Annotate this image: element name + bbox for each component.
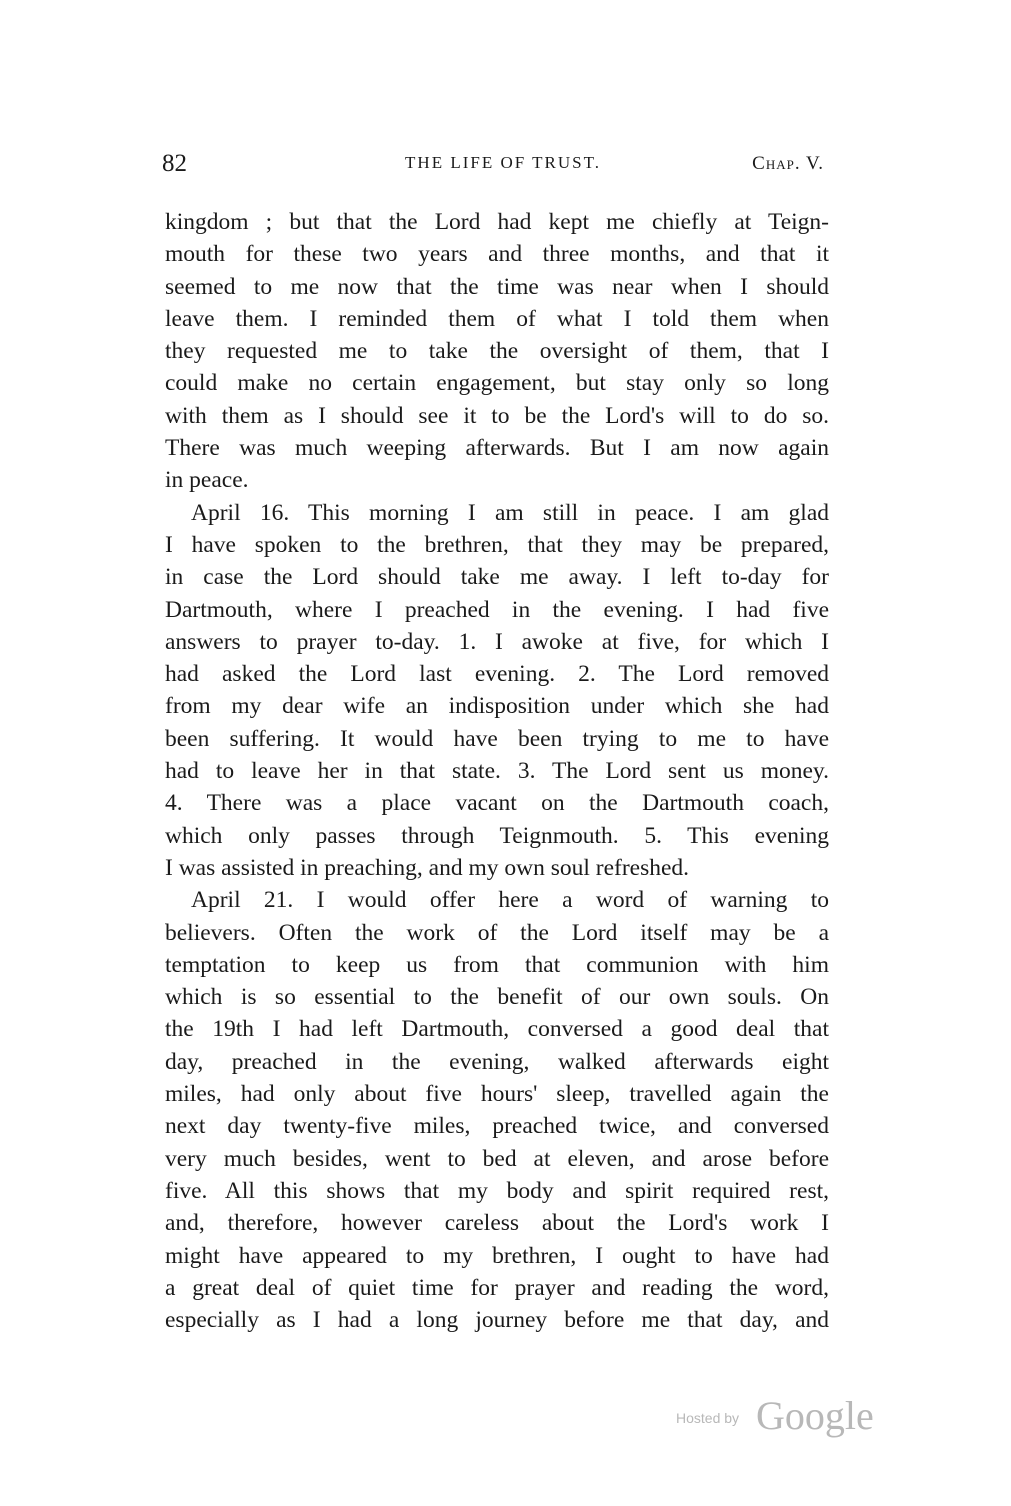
text-line: in peace. [165,467,249,494]
text-line: they requested me to take the oversight of them, that I [165,338,829,365]
text-line: kingdom ; but that the Lord had kept me chiefly at Teign- [165,209,829,235]
text-line: April 21. I would offer here a word of warning to [191,887,829,914]
text-line: I have spoken to the brethren, that they may be prepared, [165,531,829,558]
hosted-by-text: Hosted by [676,1410,740,1426]
text-line: April 16. This morning I am still in peace. I am glad [191,499,829,526]
page-number: 82 [162,150,187,177]
page-body [165,206,829,1336]
text-line: had asked the Lord last evening. 2. The Lord removed [165,661,829,688]
text-line: from my dear wife an indisposition under which she had [165,693,829,720]
text-line: which is so essential to the benefit of our own souls. On [165,984,829,1011]
text-line: five. All this shows that my body and spirit required rest, [165,1177,829,1204]
text-line: answers to prayer to-day. 1. I awoke at five, for which I [165,628,829,655]
text-line: next day twenty-five miles, preached twice, and conversed [165,1113,829,1140]
text-line: temptation to keep us from that communion with him [165,951,829,978]
text-line: day, preached in the evening, walked afterwards eight [165,1048,829,1075]
running-title: THE LIFE OF TRUST. [405,153,601,172]
text-line: mouth for these two years and three months, and that it [165,241,829,268]
text-line: might have appeared to my brethren, I ought to have had [165,1242,829,1269]
google-logo: Google [756,1393,874,1438]
text-line: in case the Lord should take me away. I left to-day for [165,564,829,591]
text-line: a great deal of quiet time for prayer and reading the word, [165,1274,829,1301]
text-line: miles, had only about five hours' sleep, travelled again the [165,1081,829,1108]
text-line: and, therefore, however careless about the Lord's work I [165,1210,829,1237]
text-line: 4. There was a place vacant on the Dartmouth coach, [165,790,829,817]
text-line: could make no certain engagement, but stay only so long [165,370,829,397]
text-line: seemed to me now that the time was near when I should [165,273,829,300]
text-line: especially as I had a long journey before me that day, and [165,1307,829,1334]
text-line: very much besides, went to bed at eleven, and arose before [165,1145,829,1172]
text-line: which only passes through Teignmouth. 5. This evening [165,822,829,849]
hosted-by-google-watermark [676,1392,886,1436]
text-line: Dartmouth, where I preached in the evening. I had five [165,596,829,623]
text-line: believers. Often the work of the Lord itself may be a [165,919,829,946]
text-line: had to leave her in that state. 3. The Lord sent us money. [165,758,829,785]
chapter-text: Chap. V. [752,153,824,174]
page-header [162,150,824,180]
text-line: the 19th I had left Dartmouth, conversed a good deal that [165,1016,829,1043]
text-line: with them as I should see it to be the Lord's will to do so. [165,402,829,429]
text-line: I was assisted in preaching, and my own soul refreshed. [165,854,690,881]
chapter-label [752,153,824,175]
text-line: been suffering. It would have been trying to me to have [165,725,829,752]
text-line: There was much weeping afterwards. But I am now again [165,435,829,462]
text-line: leave them. I reminded them of what I told them when [165,305,829,332]
